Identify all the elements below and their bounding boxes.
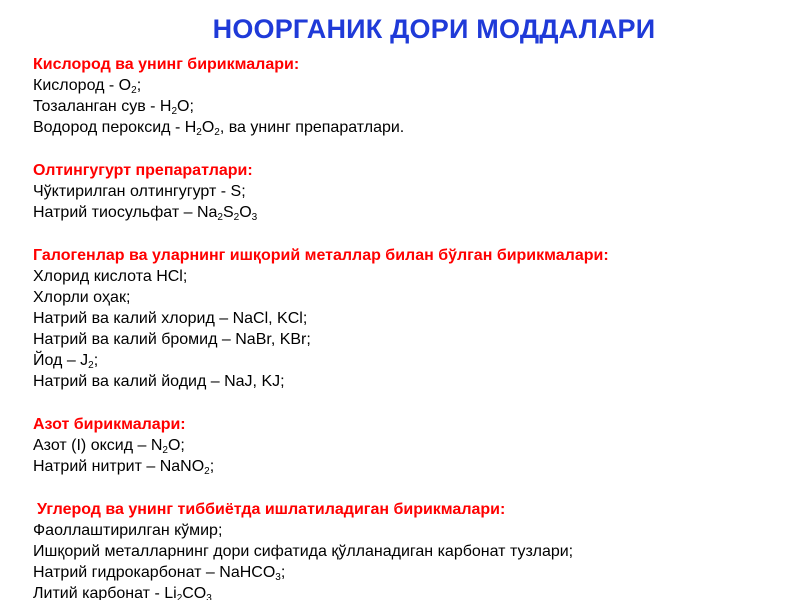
text-run: Хлорид кислота HCl; <box>33 268 188 285</box>
text-run: ; <box>136 77 142 94</box>
section-heading: Азот бирикмалари: <box>33 416 186 433</box>
subscript: 3 <box>206 593 212 600</box>
section-4 <box>33 499 793 600</box>
text-run: Ишқорий металларнинг дори сифатида қўлланадиган карбонат тузлари; <box>33 543 574 560</box>
text-run: Литий карбонат - Li <box>33 585 177 600</box>
text-line <box>33 541 793 562</box>
section-heading: Кислород ва унинг бирикмалари: <box>33 56 300 73</box>
text-run: Тозаланган сув - Н <box>33 98 172 115</box>
text-line <box>33 202 793 223</box>
subscript: 2 <box>176 593 183 600</box>
text-run: Натрий ва калий бромид – NaBr, KBr; <box>33 331 311 348</box>
text-run: О; <box>177 98 194 115</box>
text-run: Водород пероксид - Н <box>33 119 197 136</box>
text-run: Чўктирилган олтингугурт - S; <box>33 183 246 200</box>
text-line <box>33 520 793 541</box>
section-heading: Углерод ва унинг тиббиётда ишлатиладиган бирикмалари: <box>37 501 506 518</box>
content-area <box>33 54 793 600</box>
text-line <box>33 350 793 371</box>
text-line <box>33 96 793 117</box>
text-run: CO <box>182 585 207 600</box>
text-line <box>33 308 793 329</box>
subscript: 3 <box>251 212 258 223</box>
text-run: ; <box>209 458 215 475</box>
text-line <box>33 562 793 583</box>
text-run: О <box>201 119 215 136</box>
subscript: 2 <box>162 445 168 456</box>
text-line <box>33 117 793 138</box>
section-2 <box>33 245 793 392</box>
section-3 <box>33 414 793 477</box>
text-line <box>33 371 793 392</box>
section-heading: Олтингугурт препаратлари: <box>33 162 253 179</box>
subscript: 2 <box>131 85 137 96</box>
text-run: Натрий ва калий хлорид – NaCl, KCl; <box>33 310 308 327</box>
text-line <box>33 583 793 600</box>
text-line <box>33 181 793 202</box>
text-line <box>33 287 793 308</box>
text-run: ; <box>93 352 99 369</box>
text-line <box>33 75 793 96</box>
text-run: Азот (I) оксид – N <box>33 437 163 454</box>
section-1 <box>33 160 793 223</box>
text-run: Кислород - О <box>33 77 132 94</box>
text-run: Натрий гидрокарбонат – NaHCO <box>33 564 276 581</box>
text-line <box>33 329 793 350</box>
text-line <box>33 266 793 287</box>
text-run: Натрий тиосульфат – Na <box>33 204 218 221</box>
section-0 <box>33 54 793 138</box>
subscript: 3 <box>275 572 281 583</box>
subscript: 2 <box>214 127 220 138</box>
text-run: O <box>239 204 252 221</box>
subscript: 2 <box>204 466 210 477</box>
text-run: ; <box>280 564 286 581</box>
text-run: Йод – J <box>33 352 89 369</box>
text-run: Натрий нитрит – NaNO <box>33 458 205 475</box>
text-line <box>33 435 793 456</box>
text-run: Хлорли оҳак; <box>33 289 131 306</box>
subscript: 2 <box>88 360 94 371</box>
text-run: S <box>222 204 234 221</box>
text-run: Фаоллаштирилган кўмир; <box>33 522 223 539</box>
page-title: НООРГАНИК ДОРИ МОДДАЛАРИ <box>212 14 656 44</box>
subscript: 2 <box>196 127 202 138</box>
subscript: 2 <box>217 212 223 223</box>
subscript: 2 <box>171 106 178 117</box>
subscript: 2 <box>233 212 240 223</box>
section-heading: Галогенлар ва уларнинг ишқорий металлар билан бўлган бирикмалари: <box>33 247 609 264</box>
text-run: O; <box>167 437 185 454</box>
text-run: , ва унинг препаратлари. <box>219 119 405 136</box>
text-line <box>33 456 793 477</box>
text-run: Натрий ва калий йодид – NaJ, KJ; <box>33 373 285 390</box>
